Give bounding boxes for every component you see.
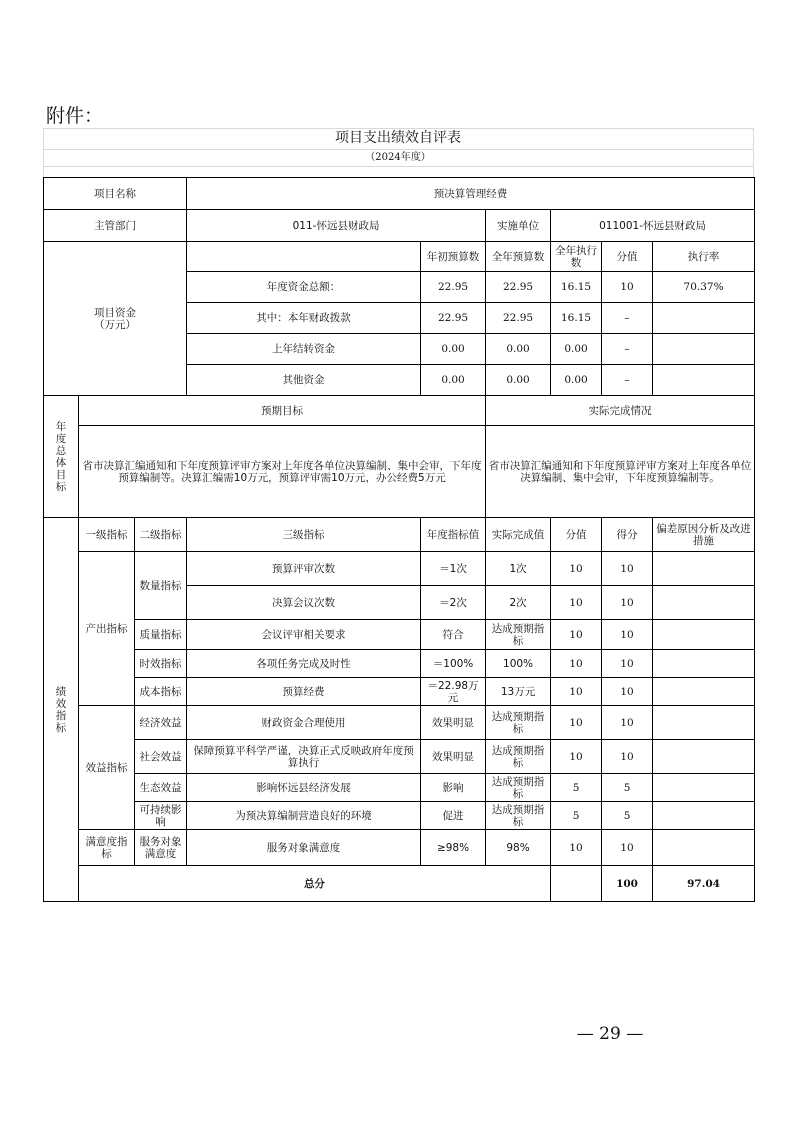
funds-row-score-value: –: [602, 365, 653, 396]
total-label: 总分: [79, 866, 551, 902]
funds-header-executed: 全年执行数: [551, 242, 602, 272]
goals-actual-header: 实际完成情况: [486, 396, 755, 426]
indicator-score: 10: [602, 830, 653, 866]
indicators-header-l2: 二级指标: [135, 518, 187, 552]
indicators-header-l1: 一级指标: [79, 518, 135, 552]
indicator-score: 10: [602, 678, 653, 706]
funds-row-rate: [653, 365, 755, 396]
form-title: 项目支出绩效自评表: [335, 130, 461, 146]
total-blank: [551, 866, 602, 902]
indicator-score: 5: [602, 802, 653, 830]
funds-header-blank: [187, 242, 421, 272]
indicator-group-benefit: 效益指标: [79, 706, 135, 830]
indicators-header-score: 得分: [602, 518, 653, 552]
goals-expected-text: 省市决算汇编通知和下年度预算评审方案对上年度各单位决算编制、集中会审，下年度预算编制等。决算汇编需10万元，预算评审需10万元，办公经费5万元: [79, 426, 486, 518]
funds-row-annual: 22.95: [486, 303, 551, 334]
attachment-label: 附件：: [46, 105, 104, 127]
indicator-actual: 2次: [486, 586, 551, 620]
indicator-subgroup-sustainable: 可持续影响: [135, 802, 187, 830]
indicator-name: 影响怀远县经济发展: [187, 774, 421, 802]
page-number: — 29 —: [576, 1024, 644, 1044]
funds-row-rate: [653, 303, 755, 334]
funds-header-rate: 执行率: [653, 242, 755, 272]
funds-row-rate: 70.37%: [653, 272, 755, 303]
indicator-score: 10: [602, 586, 653, 620]
indicator-value: 5: [551, 774, 602, 802]
funds-row-executed: 16.15: [551, 272, 602, 303]
indicator-reason: [653, 774, 755, 802]
indicator-subgroup-cost: 成本指标: [135, 678, 187, 706]
indicator-actual: 100%: [486, 650, 551, 678]
funds-row-score-value: –: [602, 303, 653, 334]
indicator-name: 保障预算平科学严谨，决算正式反映政府年度预算执行: [187, 740, 421, 774]
form-year: （2024年度）: [365, 152, 431, 163]
funds-header-annual: 全年预算数: [486, 242, 551, 272]
funds-row-name: 年度资金总额：: [187, 272, 421, 303]
funds-row-annual: 0.00: [486, 334, 551, 365]
funds-row-executed: 16.15: [551, 303, 602, 334]
funds-row-initial: 0.00: [421, 334, 486, 365]
indicator-name: 会议评审相关要求: [187, 620, 421, 650]
indicator-name: 预算经费: [187, 678, 421, 706]
indicator-target: ＝22.98万元: [421, 678, 486, 706]
indicator-value: 10: [551, 740, 602, 774]
dept-label: 主管部门: [44, 210, 187, 242]
indicators-label: 绩 效 指 标: [44, 518, 79, 902]
indicator-actual: 达成预期指标: [486, 774, 551, 802]
funds-row-initial: 22.95: [421, 303, 486, 334]
total-value: 100: [602, 866, 653, 902]
indicator-name: 决算会议次数: [187, 586, 421, 620]
indicator-name: 为预决算编制营造良好的环境: [187, 802, 421, 830]
indicator-name: 预算评审次数: [187, 552, 421, 586]
indicator-group-satisfaction: 满意度指标: [79, 830, 135, 866]
indicator-reason: [653, 678, 755, 706]
funds-header-initial: 年初预算数: [421, 242, 486, 272]
indicator-target: 效果明显: [421, 740, 486, 774]
indicator-value: 10: [551, 620, 602, 650]
indicators-header-actual: 实际完成值: [486, 518, 551, 552]
indicator-actual: 13万元: [486, 678, 551, 706]
indicator-subgroup-ecological: 生态效益: [135, 774, 187, 802]
indicators-header-reason: 偏差原因分析及改进措施: [653, 518, 755, 552]
indicator-target: 符合: [421, 620, 486, 650]
indicator-value: 5: [551, 802, 602, 830]
indicators-header-target: 年度指标值: [421, 518, 486, 552]
indicator-name: 财政资金合理使用: [187, 706, 421, 740]
indicator-target: ＝100%: [421, 650, 486, 678]
funds-row-executed: 0.00: [551, 334, 602, 365]
indicator-group-output: 产出指标: [79, 552, 135, 706]
indicator-actual: 达成预期指标: [486, 740, 551, 774]
indicator-subgroup-economic: 经济效益: [135, 706, 187, 740]
indicator-score: 5: [602, 774, 653, 802]
indicator-subgroup-time: 时效指标: [135, 650, 187, 678]
funds-row-name: 其他资金: [187, 365, 421, 396]
funds-label: 项目资金 （万元）: [44, 242, 187, 396]
indicator-score: 10: [602, 552, 653, 586]
indicator-subgroup-quantity: 数量指标: [135, 552, 187, 620]
funds-row-score-value: –: [602, 334, 653, 365]
indicator-target: 影响: [421, 774, 486, 802]
indicator-actual: 达成预期指标: [486, 802, 551, 830]
indicator-name: 各项任务完成及时性: [187, 650, 421, 678]
indicator-score: 10: [602, 650, 653, 678]
funds-row-initial: 0.00: [421, 365, 486, 396]
indicator-target: ＝1次: [421, 552, 486, 586]
indicator-subgroup-social: 社会效益: [135, 740, 187, 774]
goals-actual-text: 省市决算汇编通知和下年度预算评审方案对上年度各单位决算编制、集中会审，下年度预算编制等。: [486, 426, 755, 518]
impl-unit-value: 011001-怀远县财政局: [551, 210, 755, 242]
project-name-value: 预决算管理经费: [187, 178, 755, 210]
indicator-value: 10: [551, 706, 602, 740]
indicator-score: 10: [602, 706, 653, 740]
funds-row-initial: 22.95: [421, 272, 486, 303]
indicator-reason: [653, 740, 755, 774]
indicator-target: 促进: [421, 802, 486, 830]
funds-row-score-value: 10: [602, 272, 653, 303]
self-evaluation-table: [43, 177, 755, 902]
indicator-reason: [653, 830, 755, 866]
indicator-target: ＝2次: [421, 586, 486, 620]
indicator-target: ≥98%: [421, 830, 486, 866]
indicator-reason: [653, 620, 755, 650]
indicator-target: 效果明显: [421, 706, 486, 740]
indicator-subgroup-service: 服务对象满意度: [135, 830, 187, 866]
goals-expected-header: 预期目标: [79, 396, 486, 426]
project-name-label: 项目名称: [44, 178, 187, 210]
indicator-reason: [653, 552, 755, 586]
total-score: 97.04: [653, 866, 755, 902]
goals-label: 年 度 总 体 目 标: [44, 396, 79, 518]
indicator-actual: 1次: [486, 552, 551, 586]
indicator-reason: [653, 706, 755, 740]
funds-row-annual: 22.95: [486, 272, 551, 303]
funds-row-name: 上年结转资金: [187, 334, 421, 365]
funds-header-score-value: 分值: [602, 242, 653, 272]
funds-row-executed: 0.00: [551, 365, 602, 396]
impl-unit-label: 实施单位: [486, 210, 551, 242]
funds-row-name: 其中：本年财政拨款: [187, 303, 421, 334]
indicator-value: 10: [551, 552, 602, 586]
indicator-value: 10: [551, 678, 602, 706]
indicator-value: 10: [551, 586, 602, 620]
indicator-reason: [653, 650, 755, 678]
indicator-actual: 98%: [486, 830, 551, 866]
indicators-header-l3: 三级指标: [187, 518, 421, 552]
indicator-value: 10: [551, 830, 602, 866]
indicator-actual: 达成预期指标: [486, 620, 551, 650]
indicator-name: 服务对象满意度: [187, 830, 421, 866]
indicators-header-value: 分值: [551, 518, 602, 552]
indicator-score: 10: [602, 620, 653, 650]
funds-row-annual: 0.00: [486, 365, 551, 396]
funds-row-rate: [653, 334, 755, 365]
indicator-subgroup-quality: 质量指标: [135, 620, 187, 650]
indicator-value: 10: [551, 650, 602, 678]
indicator-actual: 达成预期指标: [486, 706, 551, 740]
indicator-score: 10: [602, 740, 653, 774]
dept-value: 011-怀远县财政局: [187, 210, 486, 242]
indicator-reason: [653, 802, 755, 830]
indicator-reason: [653, 586, 755, 620]
